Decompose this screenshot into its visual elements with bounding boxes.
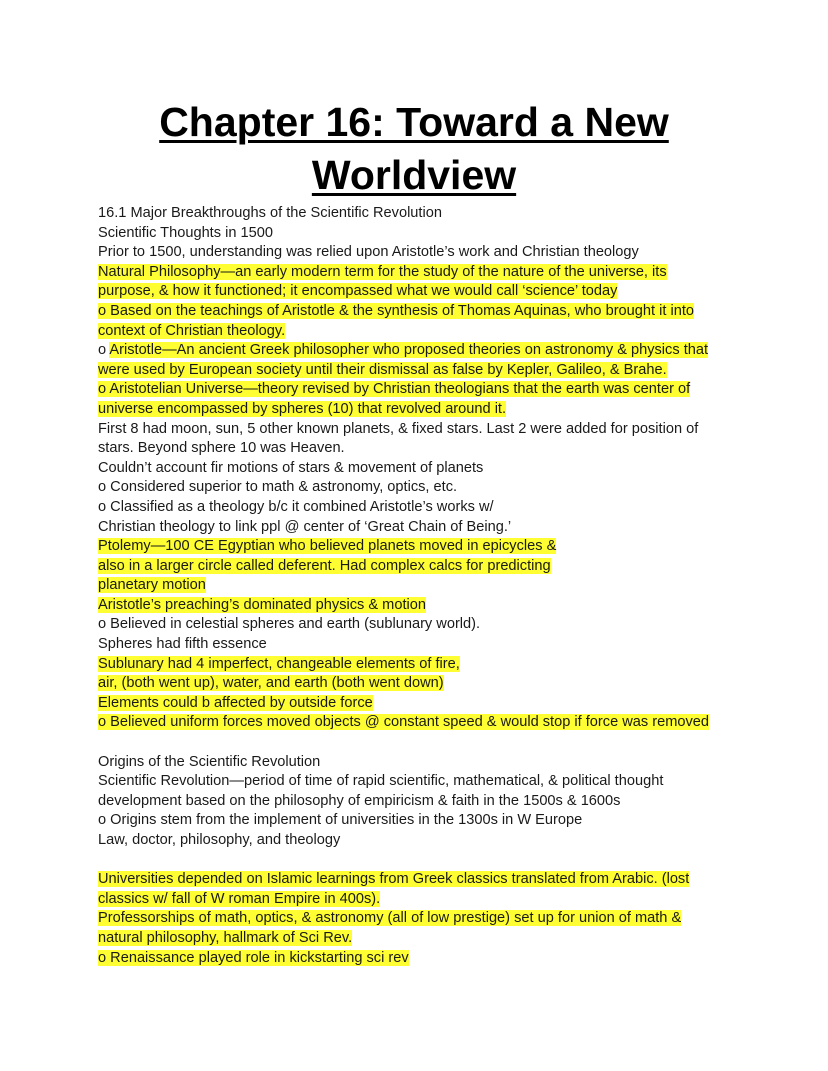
note-line: Spheres had fifth essence — [98, 636, 267, 653]
chapter-title — [0, 96, 828, 202]
note-line: Couldn’t account fir motions of stars & movement of planets — [98, 459, 484, 476]
notes-body — [98, 204, 738, 968]
note-line-highlighted: context of Christian theology. — [98, 322, 286, 339]
note-line-highlighted: natural philosophy, hallmark of Sci Rev. — [98, 929, 353, 946]
note-line-highlighted: purpose, & how it functioned; it encompassed what we would call ‘science’ today — [98, 283, 618, 300]
note-line-highlighted: o Based on the teachings of Aristotle & the synthesis of Thomas Aquinas, who brought it into — [98, 302, 695, 319]
spacer — [98, 733, 738, 753]
title-line-1: Chapter 16: Toward a New — [159, 99, 669, 145]
note-line-highlighted: were used by European society until their dismissal as false by Kepler, Galileo, & Brahe. — [98, 361, 667, 378]
note-line-highlighted: Ptolemy—100 CE Egyptian who believed planets moved in epicycles & — [98, 538, 557, 555]
note-line: o Classified as a theology b/c it combined Aristotle’s works w/ — [98, 498, 494, 515]
note-line-highlighted: Elements could b affected by outside force — [98, 694, 373, 711]
note-line-aristotle: o Aristotle—An ancient Greek philosopher who proposed theories on astronomy & physics that — [98, 342, 709, 359]
section-subheading: Scientific Thoughts in 1500 — [98, 224, 273, 241]
note-line: Scientific Revolution—period of time of rapid scientific, mathematical, & political thought — [98, 773, 664, 790]
bullet-prefix: o — [98, 342, 110, 359]
note-line: development based on the philosophy of empiricism & faith in the 1500s & 1600s — [98, 792, 621, 809]
title-line-2: Worldview — [311, 152, 517, 198]
note-line-highlighted: planetary motion — [98, 577, 206, 594]
note-line: o Believed in celestial spheres and earth (sublunary world). — [98, 616, 481, 633]
note-line-highlighted: Aristotle’s preaching’s dominated physics & motion — [98, 596, 426, 613]
note-line-highlighted: o Renaissance played role in kickstarting sci rev — [98, 949, 409, 966]
note-line: stars. Beyond sphere 10 was Heaven. — [98, 440, 345, 457]
note-line: Christian theology to link ppl @ center of ‘Great Chain of Being.’ — [98, 518, 512, 535]
note-line: First 8 had moon, sun, 5 other known planets, & fixed stars. Last 2 were added for position of — [98, 420, 699, 437]
note-line: o Origins stem from the implement of universities in the 1300s in W Europe — [98, 812, 583, 829]
note-line: o Considered superior to math & astronomy, optics, etc. — [98, 479, 458, 496]
note-line-highlighted: Natural Philosophy—an early modern term for the study of the nature of the universe, its — [98, 263, 667, 280]
note-line-highlighted: Professorships of math, optics, & astronomy (all of low prestige) set up for union of math & — [98, 910, 682, 927]
note-line-highlighted: o Believed uniform forces moved objects @ constant speed & would stop if force was removed — [98, 714, 710, 731]
note-line: Law, doctor, philosophy, and theology — [98, 832, 341, 848]
note-line-highlighted: also in a larger circle called deferent. Had complex calcs for predicting — [98, 557, 551, 574]
spacer — [98, 851, 738, 871]
note-line: Prior to 1500, understanding was relied upon Aristotle’s work and Christian theology — [98, 244, 639, 261]
section-heading: Origins of the Scientific Revolution — [98, 753, 321, 770]
note-line-highlighted: Sublunary had 4 imperfect, changeable elements of fire, — [98, 655, 460, 672]
note-line-highlighted: Universities depended on Islamic learnings from Greek classics translated from Arabic. (lost — [98, 871, 690, 888]
note-line-highlighted: air, (both went up), water, and earth (both went down) — [98, 675, 444, 692]
section-heading: 16.1 Major Breakthroughs of the Scientific Revolution — [98, 205, 442, 221]
note-line-highlighted: o Aristotelian Universe—theory revised by Christian theologians that the earth was center of — [98, 381, 691, 398]
note-line-highlighted: classics w/ fall of W roman Empire in 400s). — [98, 890, 381, 907]
note-line-highlighted: universe encompassed by spheres (10) that revolved around it. — [98, 400, 507, 417]
